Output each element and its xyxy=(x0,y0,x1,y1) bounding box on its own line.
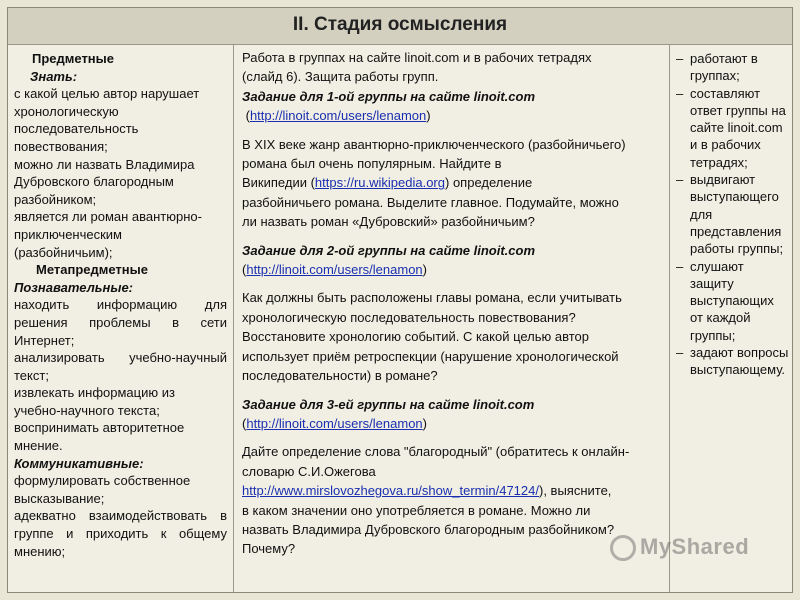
watermark: MyShared xyxy=(610,534,749,561)
task3-text-line: словарю С.И.Ожегова xyxy=(242,463,376,479)
communicative-label: Коммуникативные: xyxy=(14,455,144,471)
task2-link[interactable]: http://linoit.com/users/lenamon xyxy=(246,262,423,278)
task1-heading: Задание для 1-ой группы на сайте linoit.com xyxy=(242,88,536,104)
task1-link-line: (http://linoit.com/users/lenamon) xyxy=(242,108,431,124)
activities-column xyxy=(234,44,670,592)
task1-text-line: романа был очень популярным. Найдите в xyxy=(242,156,502,172)
know-line: с какой целью автор нарушает xyxy=(14,86,200,102)
task2-text-line: Как должны быть расположены главы романа, если учитывать xyxy=(242,290,622,306)
task1-text-line: Википедии (https://ru.wikipedia.org) определение xyxy=(242,175,533,191)
ozhegov-link[interactable]: http://www.mirslovozhegova.ru/show_termin/47124/ xyxy=(242,483,539,499)
internet-line: Интернет; xyxy=(14,332,75,348)
task3-text-line: http://www.mirslovozhegova.ru/show_termin/47124/), выясните, xyxy=(242,483,612,499)
know-line: хронологическую xyxy=(14,103,119,119)
meta-heading: Метапредметные xyxy=(36,262,148,278)
action-item: – выдвигают выступающего для представления работы группы; xyxy=(676,171,790,257)
opinion-line: мнению; xyxy=(14,543,66,559)
watermark-logo-icon xyxy=(610,535,636,561)
task3-text-line: в каком значении оно употребляется в романе. Можно ли xyxy=(242,502,591,518)
subject-heading: Предметные xyxy=(32,51,114,66)
task2-text-line: последовательности) в романе? xyxy=(242,368,438,384)
action-item: – составляют ответ группы на сайте linoit.com и в рабочих тетрадях; xyxy=(676,85,790,171)
interact-line: адекватно взаимодействовать в xyxy=(14,508,227,524)
actions-list xyxy=(676,50,790,379)
task3-text-line: Почему? xyxy=(242,541,296,557)
task3-heading: Задание для 3-ей группы на сайте linoit.com xyxy=(242,396,535,412)
task3-text-line: назвать Владимира Дубровского благородным разбойником? xyxy=(242,521,615,537)
task2-text-line: хронологическую последовательность повествования? xyxy=(242,309,576,325)
know-line: Дубровского благородным xyxy=(14,174,174,190)
stage-title: II. Стадия осмысления xyxy=(292,14,508,35)
task3-link[interactable]: http://linoit.com/users/lenamon xyxy=(246,415,423,431)
know-line: разбойником; xyxy=(14,191,97,207)
extract-line: учебно-научного текста; xyxy=(14,402,160,418)
task1-text-line: разбойничьего романа. Выделите главное. Подумайте, можно xyxy=(242,194,619,210)
intro-line: (слайд 6). Защита работы групп. xyxy=(242,69,439,85)
extract-line: воспринимать авторитетное xyxy=(14,420,185,436)
find-info-line: находить информацию для xyxy=(14,297,227,313)
task1-text-line: ли назвать роман «Дубровский» разбойничьим? xyxy=(242,214,535,230)
analyze-line: анализировать учебно-научный xyxy=(14,350,227,366)
know-line: можно ли назвать Владимира xyxy=(14,156,195,172)
task3-link-line: (http://linoit.com/users/lenamon) xyxy=(242,415,427,431)
text-line: текст; xyxy=(14,367,49,383)
extract-line: мнение. xyxy=(14,438,63,454)
task2-heading: Задание для 2-ой группы на сайте linoit.com xyxy=(242,242,536,258)
task2-text-line: Восстановите хронологию событий. С какой целью автор xyxy=(242,329,590,345)
know-line: (разбойничьим); xyxy=(14,244,113,260)
know-line: является ли роман авантюрно- xyxy=(14,209,202,225)
formulate-line: высказывание; xyxy=(14,490,105,506)
lesson-table xyxy=(7,7,793,593)
know-label: Знать: xyxy=(30,68,78,84)
solve-problem-line: решения проблемы в сети xyxy=(14,314,227,330)
action-item: – слушают защиту выступающих от каждой группы; xyxy=(676,258,790,344)
student-actions-column xyxy=(670,44,792,592)
extract-line: извлекать информацию из xyxy=(14,385,175,401)
know-line: последовательность xyxy=(14,121,139,137)
task1-text-line: В XIX веке жанр авантюрно-приключенческого (разбойничьего) xyxy=(242,136,626,152)
cognitive-label: Познавательные: xyxy=(14,279,134,295)
stage-header xyxy=(8,8,792,45)
action-item: – задают вопросы выступающему. xyxy=(676,344,790,379)
intro-line: Работа в группах на сайте linoit.com и в рабочих тетрадях xyxy=(242,50,592,65)
wikipedia-link[interactable]: https://ru.wikipedia.org xyxy=(314,175,445,191)
task2-text-line: использует приём ретроспекции (нарушение хронологической xyxy=(242,348,619,364)
task1-link[interactable]: http://linoit.com/users/lenamon xyxy=(249,108,427,124)
formulate-line: формулировать собственное xyxy=(14,473,191,489)
group-line: группе и приходить к общему xyxy=(14,526,227,542)
know-line: повествования; xyxy=(14,138,108,154)
task3-text-line: Дайте определение слова "благородный" (обратитесь к онлайн- xyxy=(242,444,630,460)
know-line: приключенческим xyxy=(14,226,122,242)
outcomes-column xyxy=(8,44,234,592)
action-item: – работают в группах; xyxy=(676,50,790,85)
task2-link-line: (http://linoit.com/users/lenamon) xyxy=(242,262,427,278)
